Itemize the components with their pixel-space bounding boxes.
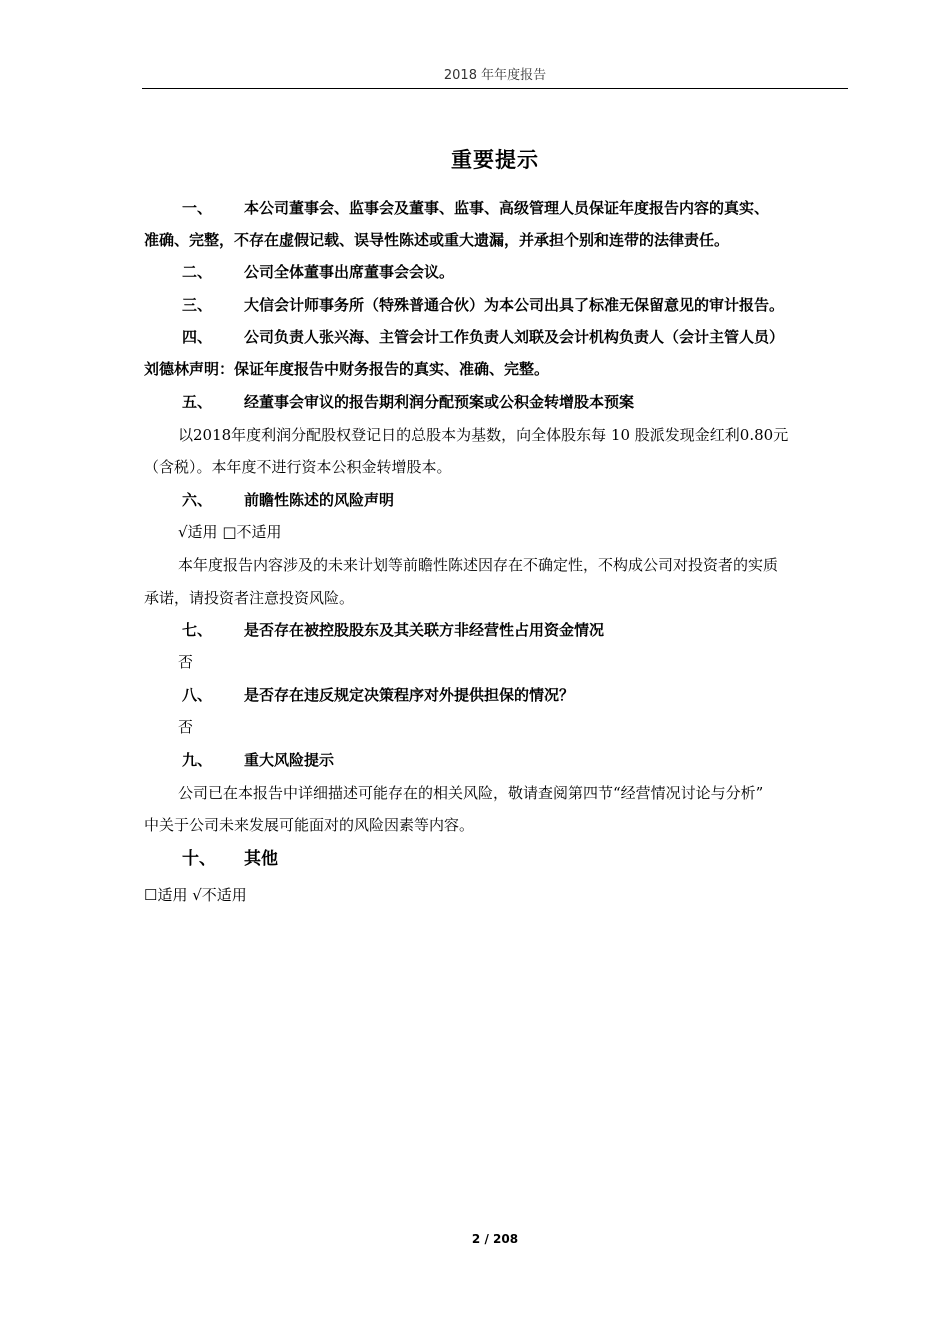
page-number: 2 / 208 — [471, 1232, 519, 1246]
item-8-number: 八、 — [182, 686, 213, 704]
item-6-applicable: √适用 □不适用 — [178, 523, 282, 541]
item-10-applicable: ☐适用 √不适用 — [144, 886, 247, 904]
item-3-number: 三、 — [182, 296, 213, 314]
item-9-number: 九、 — [182, 751, 213, 769]
item-5-number: 五、 — [182, 393, 213, 411]
item-7-answer: 否 — [178, 653, 194, 671]
header-divider — [142, 88, 848, 89]
page-header: 2018 年年度报告 — [443, 68, 547, 83]
item-1-line-2: 准确、完整，不存在虚假记载、误导性陈述或重大遗漏，并承担个别和连带的法律责任。 — [144, 231, 730, 249]
item-2-number: 二、 — [182, 263, 213, 281]
item-5-body-2: （含税）。本年度不进行资本公积金转增股本。 — [144, 458, 452, 476]
item-3-line-1: 大信会计师事务所（特殊普通合伙）为本公司出具了标准无保留意见的审计报告。 — [244, 296, 785, 314]
item-5-heading: 经董事会审议的报告期利润分配预案或公积金转增股本预案 — [244, 393, 635, 411]
item-1-line-1: 本公司董事会、监事会及董事、监事、高级管理人员保证年度报告内容的真实、 — [244, 199, 770, 217]
item-9-body-2: 中关于公司未来发展可能面对的风险因素等内容。 — [144, 816, 475, 834]
item-7-heading: 是否存在被控股股东及其关联方非经营性占用资金情况 — [244, 621, 605, 639]
item-6-number: 六、 — [182, 491, 213, 509]
page-title: 重要提示 — [451, 148, 539, 172]
item-10-heading: 其他 — [244, 849, 278, 869]
item-9-heading: 重大风险提示 — [244, 751, 335, 769]
item-1-number: 一、 — [182, 199, 213, 217]
item-5-body-1: 以2018年度利润分配股权登记日的总股本为基数，向全体股东每 10 股派发现金红利0.80元 — [178, 426, 789, 444]
item-8-answer: 否 — [178, 718, 194, 736]
item-10-number: 十、 — [182, 849, 216, 869]
item-2-line-1: 公司全体董事出席董事会会议。 — [244, 263, 455, 281]
item-6-body-2: 承诺，请投资者注意投资风险。 — [144, 589, 355, 607]
item-7-number: 七、 — [182, 621, 213, 639]
item-8-heading: 是否存在违反规定决策程序对外提供担保的情况？ — [244, 686, 575, 704]
item-4-number: 四、 — [182, 328, 213, 346]
item-4-line-1: 公司负责人张兴海、主管会计工作负责人刘联及会计机构负责人（会计主管人员） — [244, 328, 785, 346]
item-6-heading: 前瞻性陈述的风险声明 — [244, 491, 395, 509]
item-6-body-1: 本年度报告内容涉及的未来计划等前瞻性陈述因存在不确定性，不构成公司对投资者的实质 — [178, 556, 779, 574]
item-4-line-2: 刘德林声明：保证年度报告中财务报告的真实、准确、完整。 — [144, 360, 550, 378]
item-9-body-1: 公司已在本报告中详细描述可能存在的相关风险，敬请查阅第四节“经营情况讨论与分析” — [178, 784, 764, 802]
